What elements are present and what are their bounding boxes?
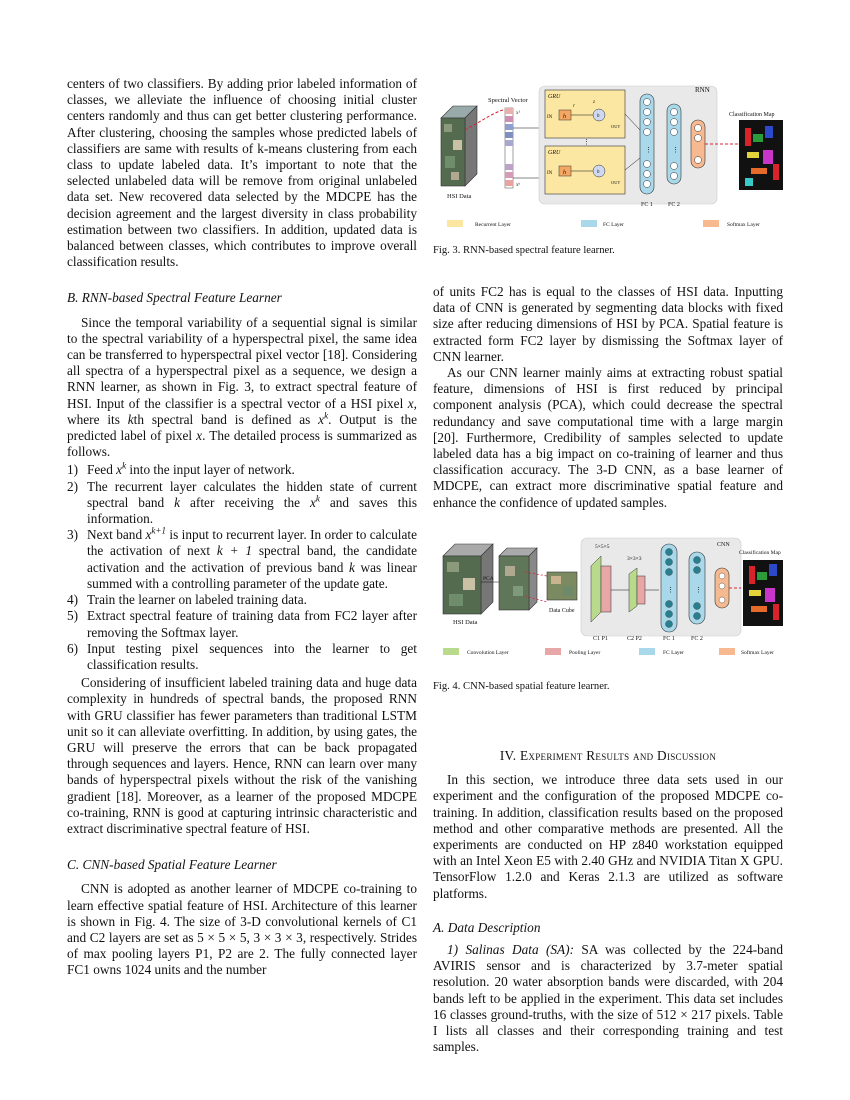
fig4-hsi-label: HSI Data (453, 619, 478, 626)
svg-text:Softmax Layer: Softmax Layer (741, 650, 774, 656)
svg-text:r: r (573, 104, 575, 109)
svg-text:GRU: GRU (548, 150, 561, 156)
section-b-heading (67, 290, 417, 306)
spectral-vector (505, 108, 513, 188)
svg-text:Recurrent Layer: Recurrent Layer (475, 222, 511, 228)
list-item: 6) Input testing pixel sequences into the learner to get classification results. (67, 640, 417, 672)
cnn-classification-map (743, 560, 783, 626)
salinas-title: 1) Salinas Data (SA): (447, 942, 575, 958)
hsi-data-cube (441, 106, 477, 186)
section-iv-heading (433, 748, 783, 764)
svg-text:⋮: ⋮ (672, 146, 679, 154)
section-c-label: C. (67, 857, 80, 873)
fig3-rnn-label: RNN (695, 86, 710, 94)
list-item: 2) The recurrent layer calculates the hidden state of current spectral band k after receiving the $x^k$ and saves this information. (67, 478, 418, 527)
data-cube (547, 572, 577, 600)
c1-layer (591, 556, 601, 622)
fig3-classification-map-label: Classification Map (729, 112, 775, 118)
data-cube-label: Data Cube (549, 608, 575, 614)
section-c-heading (67, 857, 417, 873)
fig3-fc2-label: FC 2 (668, 202, 680, 208)
svg-text:h: h (597, 114, 600, 119)
svg-text:z: z (593, 100, 595, 105)
kernel-1-label: 5×5×5 (595, 544, 610, 550)
p1-layer (601, 566, 611, 612)
c2-layer (629, 568, 637, 612)
svg-text:h: h (563, 114, 566, 120)
list-item: 1) Feed $x^k$ into the input layer of network. (67, 461, 295, 478)
classification-map (739, 120, 783, 190)
svg-text:IN: IN (547, 115, 553, 120)
section-b-label: B. (67, 290, 79, 306)
svg-text:⋮: ⋮ (583, 138, 590, 146)
list-item: 5) Extract spectral feature of training data from FC2 layer after removing the Softmax layer. (67, 608, 417, 640)
section-b-title: RNN-based Spectral Feature Learner (81, 290, 282, 306)
cnn-diagram (433, 536, 788, 666)
section-c-paragraph-1: CNN is adopted as another learner of MDCPE co-training to learn effective spatial feature of HSI. Architecture of this learner is shown in Fig. 4. The size of 3-D convolutional kernels of C1 and C2 layers are set as 5 × 5 × 5, 3 × 3 × 3, respectively. Strides of max pooling layers P1, P2 are 2. The fully connected layer FC1 owns 1024 units and the number (67, 881, 417, 978)
svg-text:x¹: x¹ (516, 111, 520, 116)
kernel-sizes: 5 × 5 × 5, 3 × 3 × 3 (197, 929, 303, 945)
fig4-caption: Fig. 4. CNN-based spatial feature learner. (433, 681, 610, 692)
svg-text:OUT: OUT (611, 180, 621, 185)
p2-layer (637, 576, 645, 604)
svg-text:GRU: GRU (548, 94, 561, 100)
intro-paragraph: centers of two classifiers. By adding prior labeled information of classes, we alleviate the influence of choosing initial cluster centers randomly and thus can get better clustering performance. After clustering, choosing the samples whose predicted labels of classifiers are same with results of k-means clustering from each class to update labeled data. It’s important to note that the selected unlabeled data will be remove from original unlabeled data set. New recovered data selected by the MDCPE has the decision agreement and the largest diversity in class probability estimation between two classifiers. In addition, updated data is balanced between classes, which contributes to improve overall classification results. (67, 76, 417, 270)
figure-3 (433, 80, 788, 257)
gru-cell-1 (545, 90, 625, 138)
fig3-fc1-label: FC 1 (641, 202, 653, 208)
fig4-fc2-label: FC 2 (691, 636, 703, 642)
salinas-paragraph: 1) Salinas Data (SA): SA was collected by the 224-band AVIRIS sensor and is characterized by 3.7-meter spatial resolution. 20 water absorption bands were discarded, with 204 bands left to be applied in the experiment. This data set includes 16 classes ground-truths, with the size of 512 × 217 pixels. Table I lists all classes and their corresponding training and test samples. (433, 942, 784, 1055)
fig3-legend (447, 220, 760, 228)
list-item: 4) Train the learner on labeled training data. (67, 592, 307, 608)
fig3-hsi-label: HSI Data (447, 193, 472, 200)
svg-text:Convolution Layer: Convolution Layer (467, 650, 509, 656)
section-b-paragraph-2: Considering of insufficient labeled training data and huge data complexity in hundreds of spectral bands, the proposed RNN with GRU classifier has fewer parameters than traditional LSTM unit so it can alleviate overfitting. In addition, by using gates, the GRU will preserve the errors that can be back propagated through sequences and layers. Hence, RNN can learn over many bands of hyperspectral pixels without the risk of the vanishing gradient [18]. Moreover, as a learner of the proposed MDCPE co-training, RNN is good at capturing intrinsic characteristic and extract discriminative spectral feature of HSI. (67, 675, 417, 836)
svg-text:IN: IN (547, 171, 553, 176)
right-column-lower (433, 722, 783, 1055)
process-steps-list (67, 462, 417, 673)
fig4-cnn-label: CNN (717, 542, 730, 548)
svg-text:xᵏ: xᵏ (516, 183, 521, 188)
svg-text:h: h (597, 170, 600, 175)
svg-text:Pooling Layer: Pooling Layer (569, 650, 601, 656)
fig4-legend (443, 648, 774, 656)
fc2-layer (667, 104, 681, 184)
svg-text:OUT: OUT (611, 124, 621, 129)
left-column (67, 76, 417, 979)
cnn-learner-paragraph: As our CNN learner mainly aims at extracting robust spatial feature, dimensions of HSI is first reduced by principal component analysis (PCA), which could decrease the spectral redundancy and save computational time with a large margin [20]. Furthermore, Credibility of samples selected to update labeled data has a big impact on co-training of learner and thus classification accuracy. The 3-D CNN, as a base learner of MDCPE, can extract more discriminative spatial feature and enhance the confidence of updated samples. (433, 365, 783, 510)
fig4-fc1-label: FC 1 (663, 636, 675, 642)
section-iv-title: Experiment Results and Discussion (520, 748, 717, 763)
svg-text:⋮: ⋮ (667, 586, 674, 594)
section-a-heading (433, 920, 783, 936)
pca-label: PCA (483, 576, 494, 582)
right-continuation-paragraph: of units FC2 has is equal to the classes of HSI data. Inputting data of CNN is generated by segmenting data blocks with fixed size after reducing dimensions of HSI by PCA. Spatial feature is extracted form FC2 layer by dismissing the Softmax layer of CNN learner. (433, 284, 783, 364)
list-item: 3) Next band $x^{k+1}$ is input to recurrent layer. In order to calculate the activation of next k + 1 spectral band, the candidate activation and the activation of previous band k was linear summed with a controlling parameter of the update gate. (67, 525, 417, 591)
c1p1-label: C1 P1 (593, 636, 608, 642)
svg-text:Softmax Layer: Softmax Layer (727, 222, 760, 228)
fig3-spectral-vector-label: Spectral Vector (488, 97, 528, 104)
section-a-label: A. (433, 919, 445, 935)
right-column (433, 284, 783, 511)
svg-text:h: h (563, 170, 566, 176)
svg-text:⋮: ⋮ (695, 586, 702, 594)
svg-text:FC Layer: FC Layer (663, 650, 684, 656)
section-iv-label: IV. (499, 748, 517, 763)
rnn-diagram (433, 80, 788, 240)
reduced-cube (499, 548, 537, 610)
svg-text:⋮: ⋮ (645, 146, 652, 154)
gru-cell-2 (545, 146, 625, 194)
c2p2-label: C2 P2 (627, 636, 642, 642)
section-a-title: Data Description (447, 919, 541, 935)
section-c-title: CNN-based Spatial Feature Learner (82, 857, 277, 873)
kernel-2-label: 3×3×3 (627, 556, 642, 562)
fig4-classification-map-label: Classification Map (739, 550, 781, 556)
figure-4 (433, 536, 788, 693)
math-x: x (407, 395, 414, 411)
section-b-paragraph-1: Since the temporal variability of a sequential signal is similar to the spectral variability of a hyperspectral pixel, the same idea can be transferred to hyperspectral pixel vector [18]. Considering all spectra of a hyperspectral pixel as a sequence, we design a RNN learner, as shown in Fig. 3, to extract spectral feature of HSI. Input of the classifier is a spectral vector of a HSI pixel x, where its kth spectral band is defined as $x^k$. Output is the predicted label of pixel x. The detailed process is summarized as follows. (67, 314, 417, 460)
fig3-caption: Fig. 3. RNN-based spectral feature learner. (433, 245, 615, 256)
svg-text:FC Layer: FC Layer (603, 222, 624, 228)
section-iv-paragraph: In this section, we introduce three data sets used in our experiment and the configuration of the proposed MDCPE co-training. In addition, classification results based on the proposed method and other comparative methods are presented. All the experiments are conducted on HP z840 workstation equipped with an Intel Xeon E5 with 2.40 GHz and NVIDIA Titan X GPU. TensorFlow 1.2.0 and Keras 2.1.3 are utilized as software platforms. (433, 772, 783, 901)
math-k: k (127, 411, 134, 427)
